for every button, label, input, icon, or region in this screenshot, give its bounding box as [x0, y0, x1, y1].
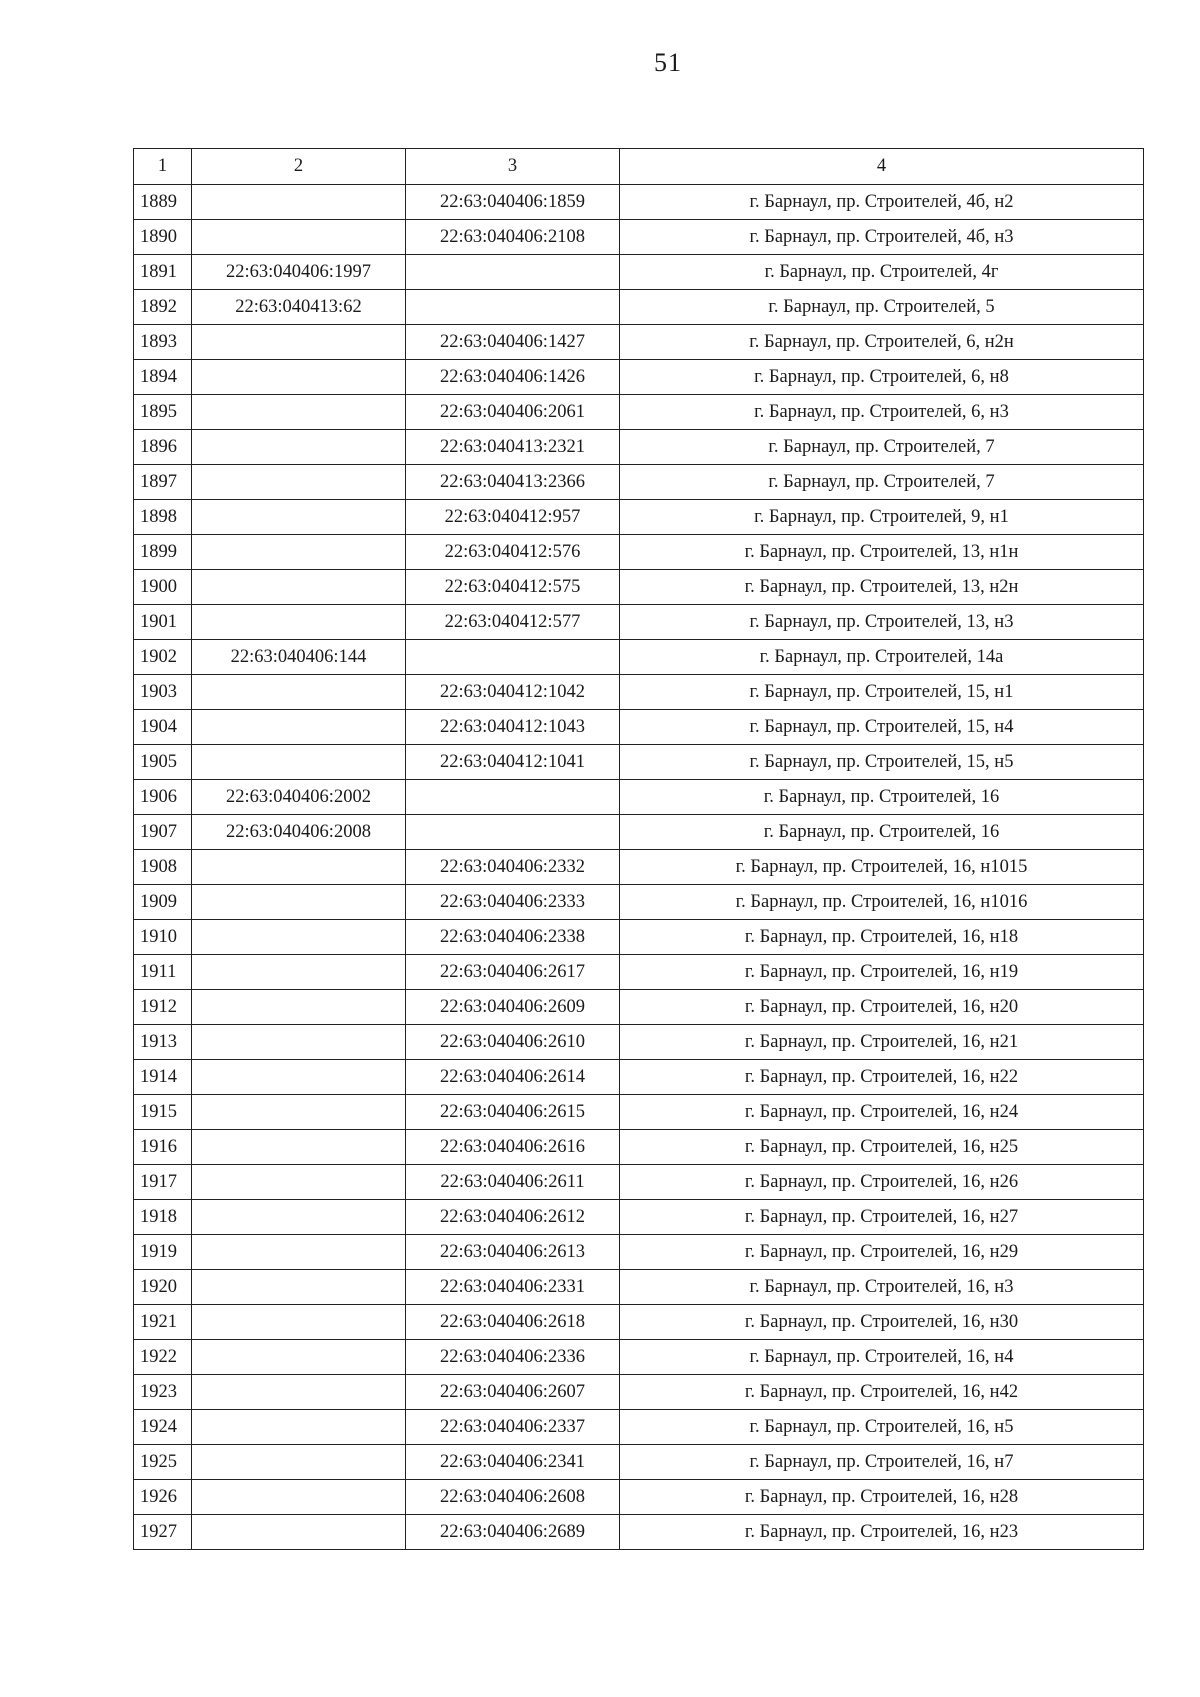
cadastral-number-col3-cell: 22:63:040406:2608 — [406, 1480, 620, 1515]
cadastral-number-col2-cell — [192, 1410, 406, 1445]
address-cell: г. Барнаул, пр. Строителей, 16, н28 — [620, 1480, 1144, 1515]
address-cell: г. Барнаул, пр. Строителей, 6, н8 — [620, 360, 1144, 395]
cadastral-number-col3-cell: 22:63:040412:1041 — [406, 745, 620, 780]
address-cell: г. Барнаул, пр. Строителей, 16, н22 — [620, 1060, 1144, 1095]
row-number-cell: 1918 — [134, 1200, 192, 1235]
cadastral-number-col2-cell — [192, 500, 406, 535]
page-number: 51 — [654, 48, 682, 77]
table-row — [134, 1375, 1144, 1410]
cadastral-number-col3-cell: 22:63:040406:2609 — [406, 990, 620, 1025]
row-number-cell: 1900 — [134, 570, 192, 605]
address-cell: г. Барнаул, пр. Строителей, 16, н21 — [620, 1025, 1144, 1060]
address-cell: г. Барнаул, пр. Строителей, 13, н1н — [620, 535, 1144, 570]
cadastral-number-col2-cell — [192, 675, 406, 710]
table-row — [134, 1340, 1144, 1375]
cadastral-number-col3-cell: 22:63:040406:2333 — [406, 885, 620, 920]
row-number-cell: 1894 — [134, 360, 192, 395]
cadastral-number-col2-cell — [192, 850, 406, 885]
address-cell: г. Барнаул, пр. Строителей, 4б, н3 — [620, 220, 1144, 255]
cadastral-number-col3-cell: 22:63:040406:1859 — [406, 185, 620, 220]
row-number-cell: 1908 — [134, 850, 192, 885]
row-number-cell: 1897 — [134, 465, 192, 500]
table-row — [134, 535, 1144, 570]
row-number-cell: 1912 — [134, 990, 192, 1025]
cadastral-number-col2-cell — [192, 570, 406, 605]
row-number-cell: 1907 — [134, 815, 192, 850]
column-header-4: 4 — [620, 149, 1144, 185]
row-number-cell: 1896 — [134, 430, 192, 465]
cadastral-number-col2-cell — [192, 990, 406, 1025]
address-cell: г. Барнаул, пр. Строителей, 6, н2н — [620, 325, 1144, 360]
cadastral-number-col3-cell: 22:63:040406:2338 — [406, 920, 620, 955]
cadastral-number-col2-cell — [192, 1130, 406, 1165]
cadastral-number-col2-cell: 22:63:040406:1997 — [192, 255, 406, 290]
row-number-cell: 1920 — [134, 1270, 192, 1305]
table-row — [134, 255, 1144, 290]
cadastral-number-col3-cell: 22:63:040406:2061 — [406, 395, 620, 430]
row-number-cell: 1905 — [134, 745, 192, 780]
cadastral-number-col2-cell — [192, 535, 406, 570]
row-number-cell: 1906 — [134, 780, 192, 815]
cadastral-number-col2-cell — [192, 395, 406, 430]
cadastral-number-col2-cell — [192, 1165, 406, 1200]
cadastral-number-col3-cell: 22:63:040413:2366 — [406, 465, 620, 500]
cadastral-number-col2-cell — [192, 1095, 406, 1130]
table-row — [134, 1235, 1144, 1270]
cadastral-number-col3-cell: 22:63:040412:575 — [406, 570, 620, 605]
table-body — [134, 185, 1144, 1550]
address-cell: г. Барнаул, пр. Строителей, 13, н3 — [620, 605, 1144, 640]
cadastral-number-col3-cell: 22:63:040412:577 — [406, 605, 620, 640]
cadastral-number-col2-cell — [192, 1480, 406, 1515]
row-number-cell: 1909 — [134, 885, 192, 920]
row-number-cell: 1889 — [134, 185, 192, 220]
column-header-2: 2 — [192, 149, 406, 185]
cadastral-number-col3-cell: 22:63:040406:2614 — [406, 1060, 620, 1095]
address-cell: г. Барнаул, пр. Строителей, 16, н1016 — [620, 885, 1144, 920]
address-cell: г. Барнаул, пр. Строителей, 16, н20 — [620, 990, 1144, 1025]
address-cell: г. Барнаул, пр. Строителей, 16, н23 — [620, 1515, 1144, 1550]
cadastral-table — [133, 148, 1144, 1550]
cadastral-number-col3-cell: 22:63:040406:2613 — [406, 1235, 620, 1270]
cadastral-number-col3-cell: 22:63:040406:2618 — [406, 1305, 620, 1340]
address-cell: г. Барнаул, пр. Строителей, 5 — [620, 290, 1144, 325]
cadastral-number-col3-cell: 22:63:040406:2108 — [406, 220, 620, 255]
cadastral-number-col3-cell: 22:63:040406:2615 — [406, 1095, 620, 1130]
cadastral-number-col3-cell: 22:63:040406:1426 — [406, 360, 620, 395]
address-cell: г. Барнаул, пр. Строителей, 16, н3 — [620, 1270, 1144, 1305]
table-row — [134, 1060, 1144, 1095]
table-row — [134, 220, 1144, 255]
cadastral-number-col2-cell — [192, 1340, 406, 1375]
table-row — [134, 1410, 1144, 1445]
cadastral-number-col3-cell: 22:63:040406:2689 — [406, 1515, 620, 1550]
row-number-cell: 1899 — [134, 535, 192, 570]
cadastral-number-col3-cell: 22:63:040406:2616 — [406, 1130, 620, 1165]
table-row — [134, 885, 1144, 920]
cadastral-number-col3-cell — [406, 815, 620, 850]
row-number-cell: 1924 — [134, 1410, 192, 1445]
address-cell: г. Барнаул, пр. Строителей, 14а — [620, 640, 1144, 675]
row-number-cell: 1917 — [134, 1165, 192, 1200]
table-row — [134, 1200, 1144, 1235]
cadastral-number-col3-cell — [406, 780, 620, 815]
cadastral-number-col2-cell: 22:63:040413:62 — [192, 290, 406, 325]
cadastral-number-col3-cell: 22:63:040412:1043 — [406, 710, 620, 745]
cadastral-number-col3-cell: 22:63:040406:2607 — [406, 1375, 620, 1410]
cadastral-number-col2-cell — [192, 220, 406, 255]
cadastral-number-col2-cell — [192, 1270, 406, 1305]
table-row — [134, 395, 1144, 430]
cadastral-number-col3-cell: 22:63:040412:1042 — [406, 675, 620, 710]
cadastral-number-col3-cell: 22:63:040406:1427 — [406, 325, 620, 360]
header-row — [134, 149, 1144, 185]
table-row — [134, 290, 1144, 325]
address-cell: г. Барнаул, пр. Строителей, 7 — [620, 465, 1144, 500]
cadastral-number-col2-cell — [192, 885, 406, 920]
row-number-cell: 1915 — [134, 1095, 192, 1130]
address-cell: г. Барнаул, пр. Строителей, 16 — [620, 780, 1144, 815]
address-cell: г. Барнаул, пр. Строителей, 16, н30 — [620, 1305, 1144, 1340]
table-row — [134, 1515, 1144, 1550]
cadastral-number-col3-cell — [406, 640, 620, 675]
row-number-cell: 1922 — [134, 1340, 192, 1375]
table-row — [134, 850, 1144, 885]
table-row — [134, 185, 1144, 220]
cadastral-number-col2-cell — [192, 465, 406, 500]
table-row — [134, 955, 1144, 990]
cadastral-number-col3-cell: 22:63:040406:2611 — [406, 1165, 620, 1200]
table-row — [134, 430, 1144, 465]
column-header-3: 3 — [406, 149, 620, 185]
address-cell: г. Барнаул, пр. Строителей, 6, н3 — [620, 395, 1144, 430]
cadastral-number-col3-cell — [406, 255, 620, 290]
table-row — [134, 710, 1144, 745]
cadastral-number-col2-cell: 22:63:040406:2008 — [192, 815, 406, 850]
address-cell: г. Барнаул, пр. Строителей, 16, н42 — [620, 1375, 1144, 1410]
address-cell: г. Барнаул, пр. Строителей, 16, н18 — [620, 920, 1144, 955]
cadastral-number-col3-cell — [406, 290, 620, 325]
cadastral-number-col2-cell — [192, 360, 406, 395]
table-row — [134, 465, 1144, 500]
cadastral-number-col2-cell — [192, 1375, 406, 1410]
cadastral-number-col3-cell: 22:63:040412:957 — [406, 500, 620, 535]
address-cell: г. Барнаул, пр. Строителей, 7 — [620, 430, 1144, 465]
row-number-cell: 1893 — [134, 325, 192, 360]
cadastral-number-col3-cell: 22:63:040406:2336 — [406, 1340, 620, 1375]
row-number-cell: 1911 — [134, 955, 192, 990]
row-number-cell: 1921 — [134, 1305, 192, 1340]
cadastral-number-col2-cell — [192, 710, 406, 745]
table-row — [134, 500, 1144, 535]
address-cell: г. Барнаул, пр. Строителей, 16 — [620, 815, 1144, 850]
column-header-1: 1 — [134, 149, 192, 185]
row-number-cell: 1901 — [134, 605, 192, 640]
table-row — [134, 780, 1144, 815]
table-row — [134, 1025, 1144, 1060]
table-row — [134, 745, 1144, 780]
address-cell: г. Барнаул, пр. Строителей, 4б, н2 — [620, 185, 1144, 220]
cadastral-number-col2-cell — [192, 1445, 406, 1480]
cadastral-number-col3-cell: 22:63:040406:2617 — [406, 955, 620, 990]
cadastral-number-col2-cell — [192, 430, 406, 465]
table-row — [134, 1270, 1144, 1305]
row-number-cell: 1913 — [134, 1025, 192, 1060]
row-number-cell: 1916 — [134, 1130, 192, 1165]
row-number-cell: 1925 — [134, 1445, 192, 1480]
cadastral-number-col3-cell: 22:63:040406:2337 — [406, 1410, 620, 1445]
cadastral-number-col2-cell — [192, 1305, 406, 1340]
table-row — [134, 815, 1144, 850]
cadastral-number-col2-cell — [192, 1515, 406, 1550]
cadastral-number-col3-cell: 22:63:040406:2612 — [406, 1200, 620, 1235]
table-row — [134, 1445, 1144, 1480]
table-row — [134, 1305, 1144, 1340]
table-row — [134, 675, 1144, 710]
cadastral-number-col3-cell: 22:63:040406:2341 — [406, 1445, 620, 1480]
address-cell: г. Барнаул, пр. Строителей, 15, н1 — [620, 675, 1144, 710]
row-number-cell: 1914 — [134, 1060, 192, 1095]
row-number-cell: 1891 — [134, 255, 192, 290]
address-cell: г. Барнаул, пр. Строителей, 16, н19 — [620, 955, 1144, 990]
table-row — [134, 605, 1144, 640]
cadastral-number-col2-cell — [192, 745, 406, 780]
cadastral-number-col2-cell — [192, 325, 406, 360]
row-number-cell: 1904 — [134, 710, 192, 745]
row-number-cell: 1923 — [134, 1375, 192, 1410]
address-cell: г. Барнаул, пр. Строителей, 15, н5 — [620, 745, 1144, 780]
row-number-cell: 1927 — [134, 1515, 192, 1550]
address-cell: г. Барнаул, пр. Строителей, 16, н4 — [620, 1340, 1144, 1375]
row-number-cell: 1895 — [134, 395, 192, 430]
address-cell: г. Барнаул, пр. Строителей, 16, н27 — [620, 1200, 1144, 1235]
cadastral-number-col3-cell: 22:63:040412:576 — [406, 535, 620, 570]
cadastral-number-col3-cell: 22:63:040406:2610 — [406, 1025, 620, 1060]
address-cell: г. Барнаул, пр. Строителей, 16, н1015 — [620, 850, 1144, 885]
cadastral-number-col2-cell — [192, 955, 406, 990]
table-row — [134, 1130, 1144, 1165]
cadastral-number-col2-cell: 22:63:040406:144 — [192, 640, 406, 675]
table-row — [134, 1480, 1144, 1515]
address-cell: г. Барнаул, пр. Строителей, 9, н1 — [620, 500, 1144, 535]
address-cell: г. Барнаул, пр. Строителей, 16, н25 — [620, 1130, 1144, 1165]
cadastral-number-col3-cell: 22:63:040413:2321 — [406, 430, 620, 465]
table-row — [134, 360, 1144, 395]
cadastral-number-col2-cell: 22:63:040406:2002 — [192, 780, 406, 815]
table-row — [134, 1165, 1144, 1200]
table-row — [134, 325, 1144, 360]
row-number-cell: 1902 — [134, 640, 192, 675]
cadastral-number-col2-cell — [192, 1025, 406, 1060]
cadastral-number-col2-cell — [192, 920, 406, 955]
address-cell: г. Барнаул, пр. Строителей, 16, н7 — [620, 1445, 1144, 1480]
row-number-cell: 1892 — [134, 290, 192, 325]
address-cell: г. Барнаул, пр. Строителей, 16, н5 — [620, 1410, 1144, 1445]
row-number-cell: 1910 — [134, 920, 192, 955]
address-cell: г. Барнаул, пр. Строителей, 16, н29 — [620, 1235, 1144, 1270]
row-number-cell: 1919 — [134, 1235, 192, 1270]
table-row — [134, 570, 1144, 605]
table-row — [134, 640, 1144, 675]
table-header — [134, 149, 1144, 185]
address-cell: г. Барнаул, пр. Строителей, 16, н24 — [620, 1095, 1144, 1130]
address-cell: г. Барнаул, пр. Строителей, 15, н4 — [620, 710, 1144, 745]
table-row — [134, 1095, 1144, 1130]
cadastral-number-col2-cell — [192, 1060, 406, 1095]
row-number-cell: 1926 — [134, 1480, 192, 1515]
row-number-cell: 1903 — [134, 675, 192, 710]
table-row — [134, 990, 1144, 1025]
cadastral-number-col2-cell — [192, 605, 406, 640]
cadastral-number-col3-cell: 22:63:040406:2331 — [406, 1270, 620, 1305]
cadastral-number-col2-cell — [192, 185, 406, 220]
cadastral-number-col2-cell — [192, 1235, 406, 1270]
cadastral-number-col3-cell: 22:63:040406:2332 — [406, 850, 620, 885]
row-number-cell: 1890 — [134, 220, 192, 255]
cadastral-number-col2-cell — [192, 1200, 406, 1235]
address-cell: г. Барнаул, пр. Строителей, 16, н26 — [620, 1165, 1144, 1200]
row-number-cell: 1898 — [134, 500, 192, 535]
address-cell: г. Барнаул, пр. Строителей, 4г — [620, 255, 1144, 290]
table-row — [134, 920, 1144, 955]
address-cell: г. Барнаул, пр. Строителей, 13, н2н — [620, 570, 1144, 605]
